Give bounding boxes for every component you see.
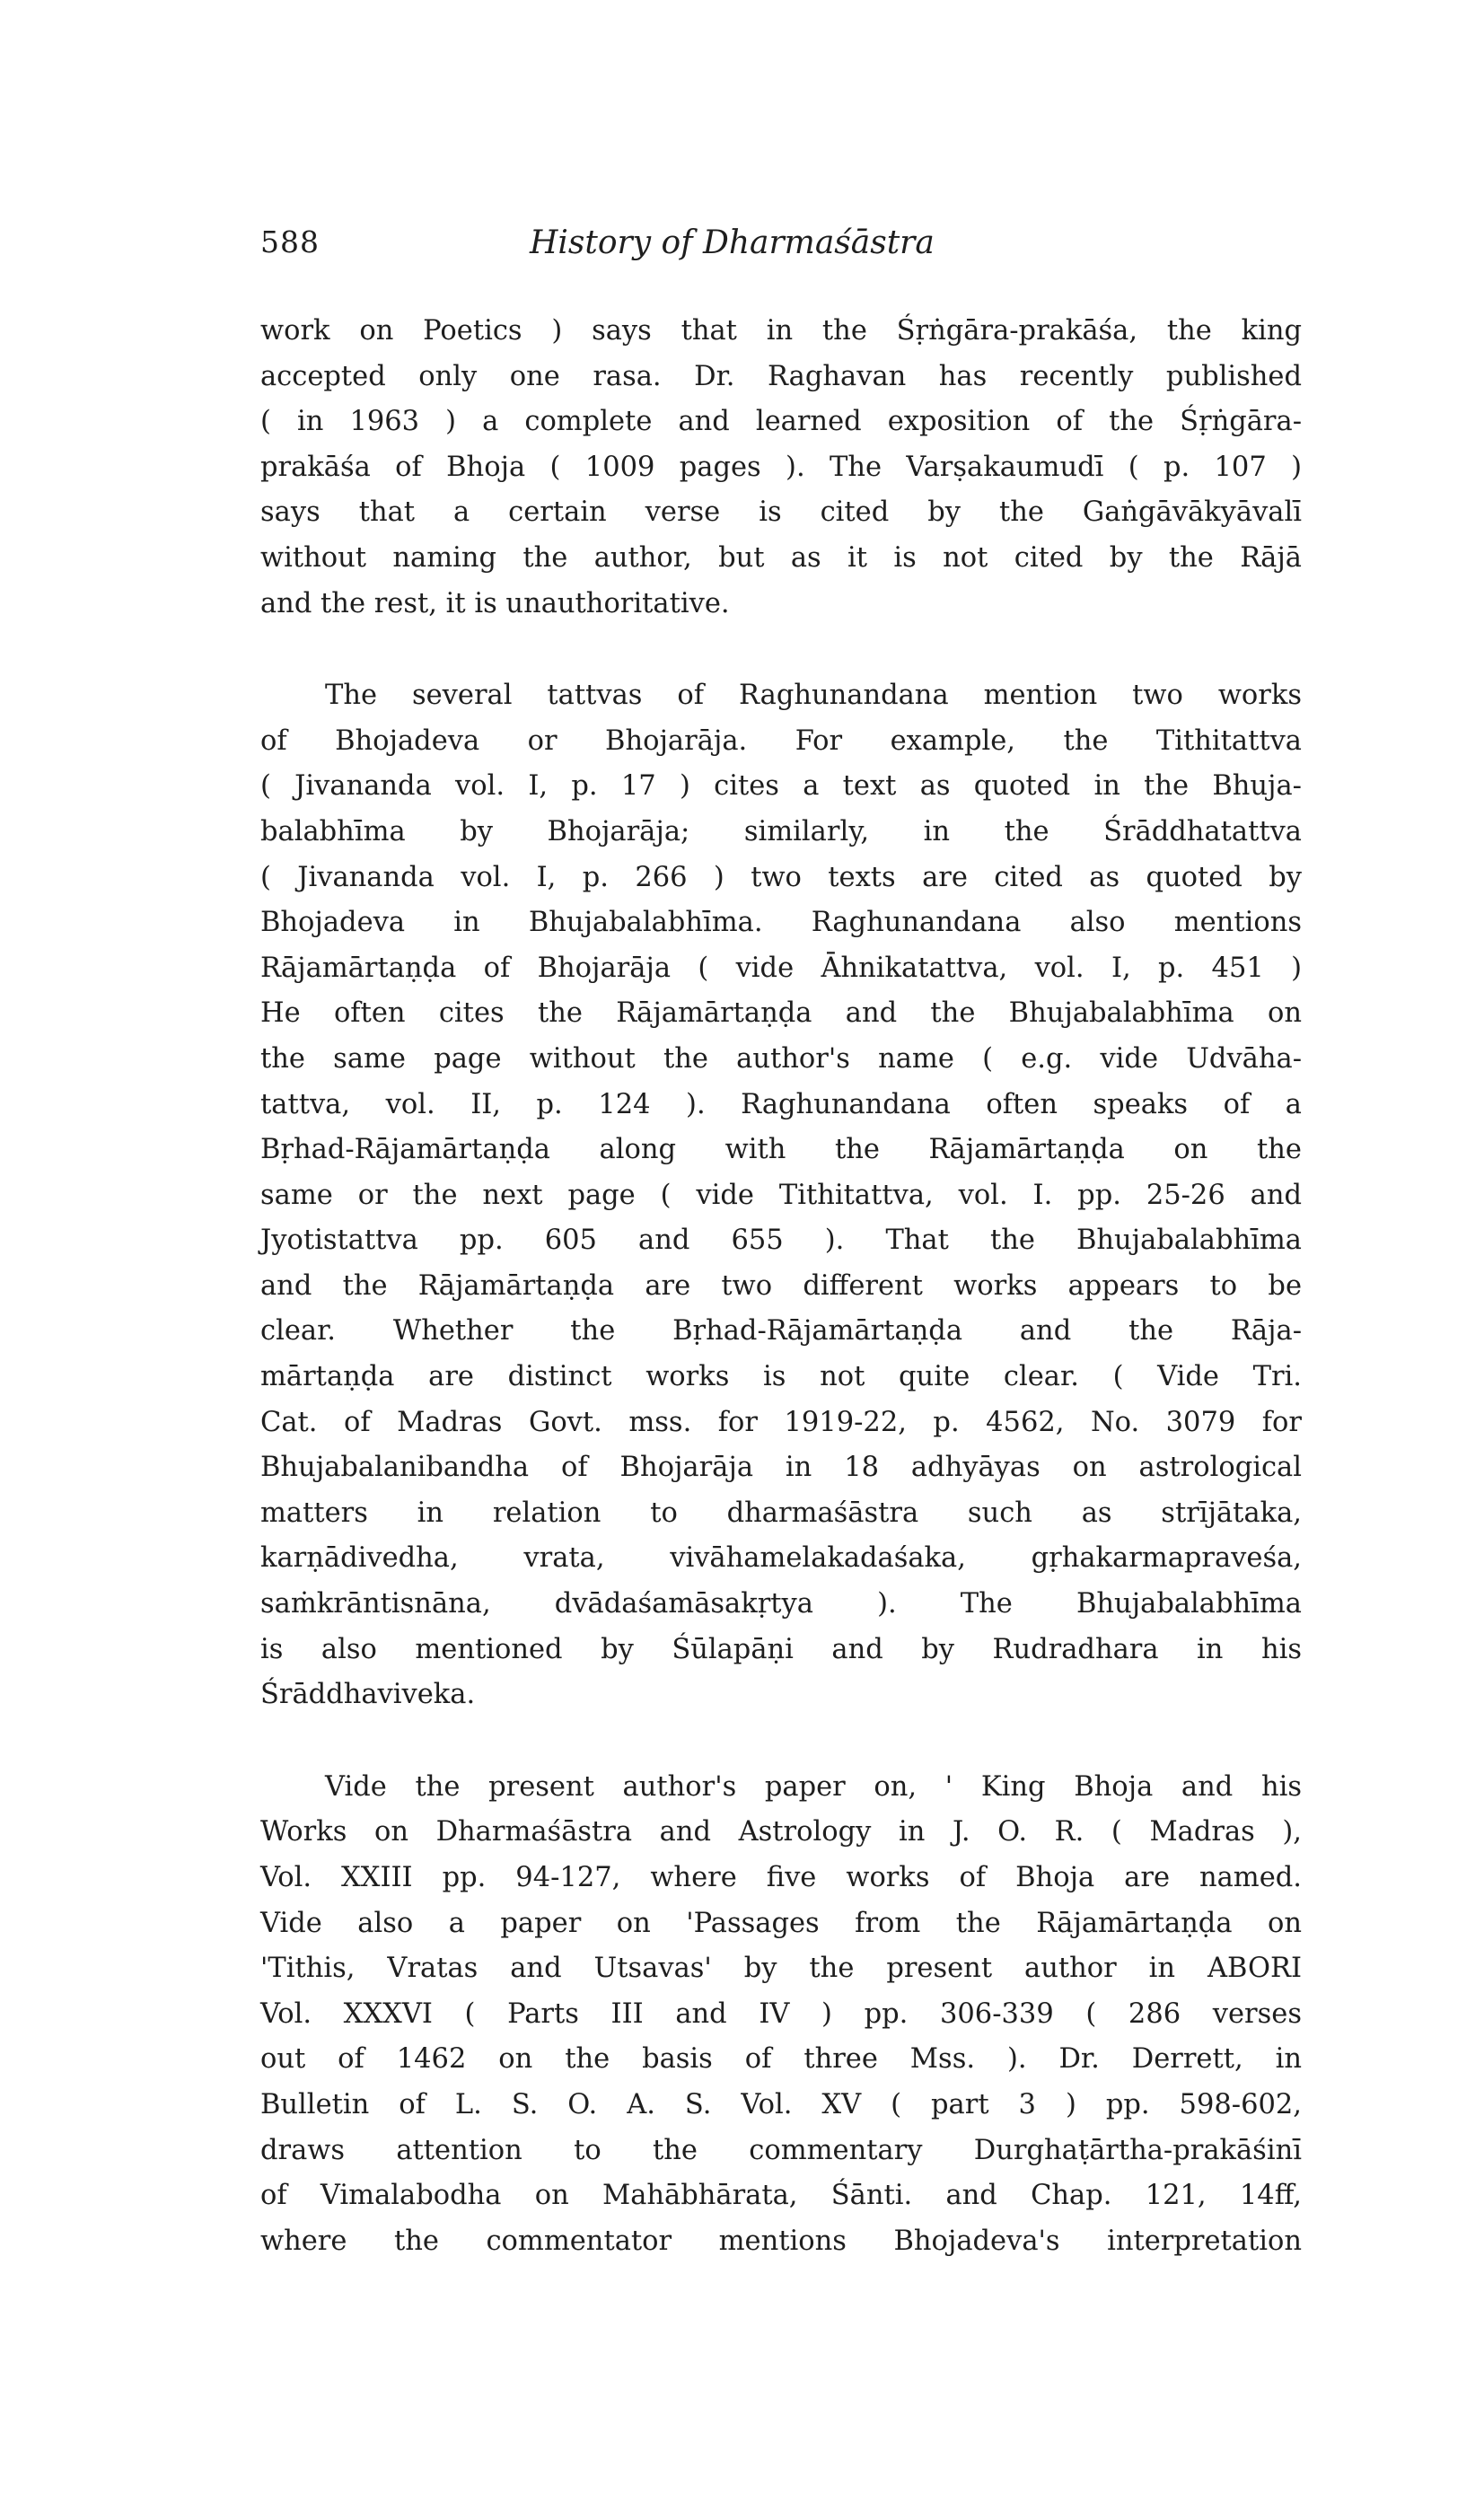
page-header bbox=[260, 224, 1302, 278]
text-line: says that a certain verse is cited by the Gaṅgāvākyāvalī bbox=[260, 496, 1302, 529]
text-line: clear. Whether the Bṛhad-Rājamārtaṇḍa and the Rāja- bbox=[260, 1315, 1302, 1348]
text-line: Bṛhad-Rājamārtaṇḍa along with the Rājamārtaṇḍa on the bbox=[260, 1134, 1302, 1166]
text-line: of Vimalabodha on Mahābhārata, Śānti. and Chap. 121, 14ff, bbox=[260, 2180, 1302, 2212]
text-line: Cat. of Madras Govt. mss. for 1919-22, p. 4562, No. 3079 for bbox=[260, 1406, 1302, 1438]
text-line: Bhujabalanibandha of Bhojarāja in 18 adhyāyas on astrological bbox=[260, 1452, 1302, 1484]
text-line: mārtaṇḍa are distinct works is not quite clear. ( Vide Tri. bbox=[260, 1361, 1302, 1393]
text-line: ( in 1963 ) a complete and learned exposition of the Śṛṅgāra- bbox=[260, 406, 1302, 438]
text-line: Bhojadeva in Bhujabalabhīma. Raghunandana also mentions bbox=[260, 907, 1302, 939]
paragraph-1 bbox=[260, 309, 1302, 627]
text-line: ( Jivananda vol. I, p. 17 ) cites a text as quoted in the Bhuja- bbox=[260, 770, 1302, 803]
paragraph-2 bbox=[260, 673, 1302, 1718]
text-line: without naming the author, but as it is not cited by the Rājā bbox=[260, 541, 1302, 574]
text-line: saṁkrāntisnāna, dvādaśamāsakṛtya ). The Bhujabalabhīma bbox=[260, 1588, 1302, 1620]
text-line: draws attention to the commentary Durghaṭārtha-prakāśinī bbox=[260, 2134, 1302, 2166]
paragraph-gap bbox=[260, 627, 1302, 673]
text-line: is also mentioned by Śūlapāṇi and by Rudradhara in his bbox=[260, 1633, 1302, 1665]
running-title: History of Dharmaśāstra bbox=[530, 224, 935, 261]
text-line: ( Jivananda vol. I, p. 266 ) two texts are cited as quoted by bbox=[260, 861, 1302, 893]
page-body bbox=[260, 309, 1302, 2264]
text-line: He often cites the Rājamārtaṇḍa and the Bhujabalabhīma on bbox=[260, 997, 1302, 1030]
paragraph-3 bbox=[260, 1765, 1302, 2265]
text-line: Śrāddhaviveka. bbox=[260, 1679, 476, 1711]
text-line: work on Poetics ) says that in the Śṛṅgāra-prakāśa, the king bbox=[260, 315, 1302, 347]
text-line: Bulletin of L. S. O. A. S. Vol. XV ( part 3 ) pp. 598-602, bbox=[260, 2088, 1302, 2120]
text-line: Vide the present author's paper on, ' King Bhoja and his bbox=[325, 1770, 1302, 1803]
text-line: balabhīma by Bhojarāja; similarly, in the Śrāddhatattva bbox=[260, 815, 1302, 847]
text-line: matters in relation to dharmaśāstra such as strījātaka, bbox=[260, 1497, 1302, 1529]
text-line: out of 1462 on the basis of three Mss. ). Dr. Derrett, in bbox=[260, 2043, 1302, 2076]
text-line: karṇādivedha, vrata, vivāhamelakadaśaka, gṛhakarmapraveśa, bbox=[260, 1542, 1302, 1575]
paragraph-gap bbox=[260, 1718, 1302, 1765]
text-line: Jyotistattva pp. 605 and 655 ). That the Bhujabalabhīma bbox=[260, 1225, 1302, 1257]
text-line: Works on Dharmaśāstra and Astrology in J. O. R. ( Madras ), bbox=[260, 1816, 1302, 1848]
text-line: and the Rājamārtaṇḍa are two different works appears to be bbox=[260, 1269, 1302, 1302]
text-line: Vol. XXIII pp. 94-127, where five works of Bhoja are named. bbox=[260, 1862, 1302, 1893]
text-line: the same page without the author's name ( e.g. vide Udvāha- bbox=[260, 1042, 1302, 1075]
text-line: Vide also a paper on 'Passages from the Rājamārtaṇḍa on bbox=[260, 1907, 1302, 1939]
text-line: same or the next page ( vide Tithitattva, vol. I. pp. 25-26 and bbox=[260, 1179, 1302, 1211]
text-line: Rājamārtaṇḍa of Bhojarāja ( vide Āhnikatattva, vol. I, p. 451 ) bbox=[260, 952, 1302, 984]
text-line: prakāśa of Bhoja ( 1009 pages ). The Varṣakaumudī ( p. 107 ) bbox=[260, 451, 1302, 483]
text-line: and the rest, it is unauthoritative. bbox=[260, 587, 730, 619]
text-line: The several tattvas of Raghunandana mention two works bbox=[325, 680, 1302, 712]
text-line: Vol. XXXVI ( Parts III and IV ) pp. 306-339 ( 286 verses bbox=[260, 1997, 1302, 2030]
text-line: tattva, vol. II, p. 124 ). Raghunandana often speaks of a bbox=[260, 1088, 1302, 1120]
text-line: accepted only one rasa. Dr. Raghavan has recently published bbox=[260, 360, 1302, 392]
text-line: of Bhojadeva or Bhojarāja. For example, the Tithitattva bbox=[260, 724, 1302, 757]
page-number: 588 bbox=[260, 224, 320, 259]
text-line: where the commentator mentions Bhojadeva's interpretation bbox=[260, 2225, 1302, 2257]
text-line: 'Tithis, Vratas and Utsavas' by the present author in ABORI bbox=[260, 1953, 1302, 1985]
